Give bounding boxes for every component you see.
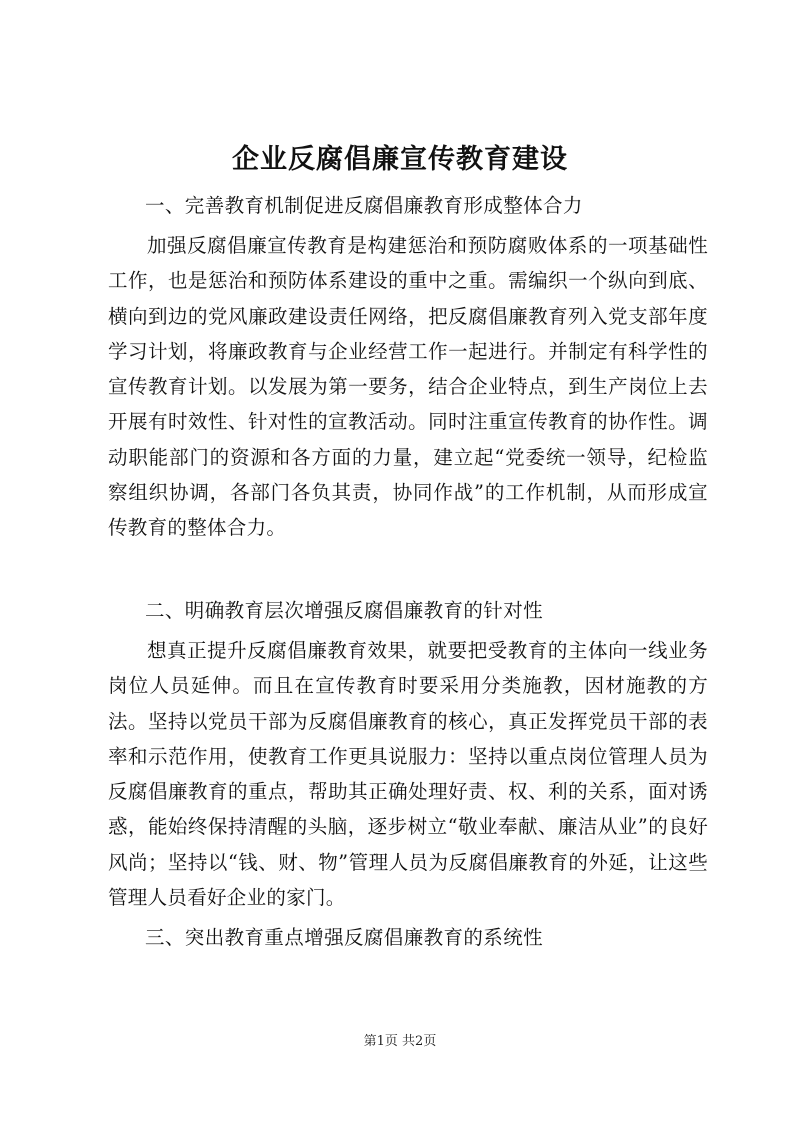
section-2-heading: 二、明确教育层次增强反腐倡廉教育的针对性 — [145, 599, 544, 622]
section-1-heading: 一、完善教育机制促进反腐倡廉教育形成整体合力 — [145, 194, 583, 217]
document-title: 企业反腐倡廉宣传教育建设 — [232, 144, 568, 175]
section-3-heading: 三、突出教育重点增强反腐倡廉教育的系统性 — [145, 926, 544, 949]
section-1-paragraph: 加强反腐倡廉宣传教育是构建惩治和预防腐败体系的一项基础性工作，也是惩治和预防体系建设的重中之重。需编织一个纵向到底、横向到边的党风廉政建设责任网络，把反腐倡廉教育列入党支部年度学习计划，将廉政教育与企业经营工作一起进行。并制定有科学性的宣传教育计划。以发展为第一要务，结合企业特点，到生产岗位上去开展有时效性、针对性的宣教活动。同时注重宣传教育的协作性。调动职能部门的资源和各方面的力量，建立起“党委统一领导，纪检监察组织协调，各部门各负其责，协同作战”的工作机制，从而形成宣传教育的整体合力。 — [108, 234, 708, 540]
section-2-paragraph: 想真正提升反腐倡廉教育效果，就要把受教育的主体向一线业务岗位人员延伸。而且在宣传教育时要采用分类施教，因材施教的方法。坚持以党员干部为反腐倡廉教育的核心，真正发挥党员干部的表率和示范作用，使教育工作更具说服力：坚持以重点岗位管理人员为反腐倡廉教育的重点，帮助其正确处理好责、权、利的关系，面对诱惑，能始终保持清醒的头脑，逐步树立“敬业奉献、廉洁从业”的良好风尚；坚持以“钱、财、物”管理人员为反腐倡廉教育的外延，让这些管理人员看好企业的家门。 — [108, 639, 708, 910]
page-footer: 第1页 共2页 — [363, 1034, 437, 1049]
